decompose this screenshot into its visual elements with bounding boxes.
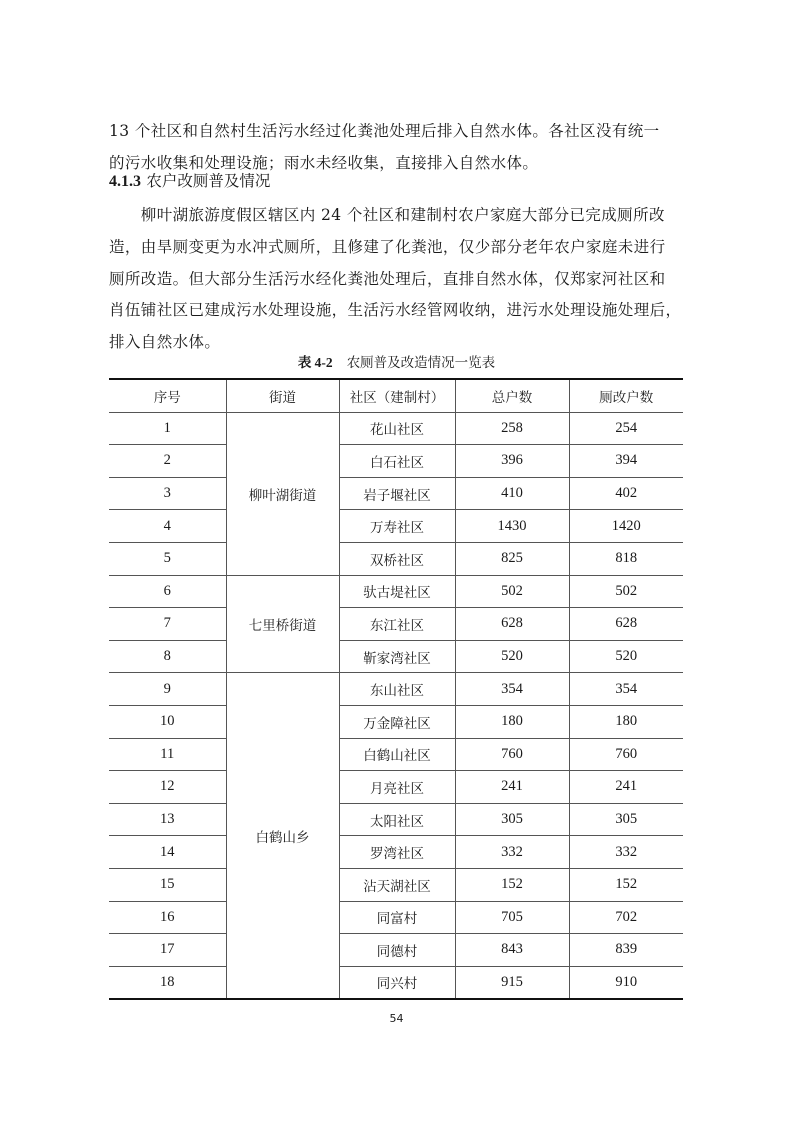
cell-community: 罗湾社区 [339, 836, 455, 869]
cell-renovated: 152 [569, 868, 683, 901]
cell-total: 705 [455, 901, 569, 934]
table-caption [109, 354, 684, 372]
cell-no: 10 [109, 705, 226, 738]
cell-total: 825 [455, 542, 569, 575]
cell-street: 白鹤山乡 [226, 673, 339, 999]
table-header-row [109, 379, 683, 412]
cell-street: 七里桥街道 [226, 575, 339, 673]
cell-no: 16 [109, 901, 226, 934]
cell-renovated: 354 [569, 673, 683, 706]
table-row [109, 575, 683, 608]
table-row [109, 738, 683, 771]
paragraph-line: 排入自然水体。 [109, 333, 221, 352]
header-community: 社区（建制村） [339, 379, 455, 412]
cell-total: 915 [455, 966, 569, 999]
cell-renovated: 839 [569, 934, 683, 967]
cell-no: 2 [109, 445, 226, 478]
cell-total: 241 [455, 771, 569, 804]
cell-no: 15 [109, 868, 226, 901]
cell-total: 410 [455, 477, 569, 510]
cell-community: 太阳社区 [339, 803, 455, 836]
cell-community: 东山社区 [339, 673, 455, 706]
cell-no: 12 [109, 771, 226, 804]
cell-no: 8 [109, 640, 226, 673]
paragraph-line: 造，由旱厕变更为水冲式厕所，且修建了化粪池，仅少部分老年农户家庭未进行 [109, 237, 666, 256]
cell-renovated: 520 [569, 640, 683, 673]
table-row [109, 771, 683, 804]
cell-community: 同富村 [339, 901, 455, 934]
table-row [109, 966, 683, 999]
paragraph-line: 肖伍铺社区已建成污水处理设施，生活污水经管网收纳，进污水处理设施处理后， [109, 301, 682, 320]
table-title: 农厕普及改造情况一览表 [346, 355, 496, 371]
table-row [109, 901, 683, 934]
cell-community: 月亮社区 [339, 771, 455, 804]
cell-renovated: 502 [569, 575, 683, 608]
table-row [109, 803, 683, 836]
cell-total: 305 [455, 803, 569, 836]
header-no: 序号 [109, 379, 226, 412]
cell-no: 13 [109, 803, 226, 836]
cell-renovated: 702 [569, 901, 683, 934]
table-row [109, 412, 683, 445]
table-row [109, 705, 683, 738]
table-row [109, 477, 683, 510]
cell-renovated: 760 [569, 738, 683, 771]
cell-renovated: 910 [569, 966, 683, 999]
paragraph-line: 厕所改造。但大部分生活污水经化粪池处理后，直排自然水体，仅郑家河社区和 [109, 269, 666, 288]
cell-community: 万寿社区 [339, 510, 455, 543]
cell-total: 1430 [455, 510, 569, 543]
header-street: 街道 [226, 379, 339, 412]
cell-total: 628 [455, 608, 569, 641]
cell-renovated: 818 [569, 542, 683, 575]
cell-renovated: 394 [569, 445, 683, 478]
section-number: 4.1.3 [109, 173, 141, 190]
section-title: 农户改厕普及情况 [146, 172, 271, 190]
cell-community: 靳家湾社区 [339, 640, 455, 673]
page-number: 54 [389, 1012, 404, 1025]
cell-community: 同兴村 [339, 966, 455, 999]
table-row [109, 673, 683, 706]
table-row [109, 934, 683, 967]
cell-renovated: 332 [569, 836, 683, 869]
cell-no: 6 [109, 575, 226, 608]
cell-no: 7 [109, 608, 226, 641]
cell-total: 180 [455, 705, 569, 738]
cell-no: 3 [109, 477, 226, 510]
cell-community: 白石社区 [339, 445, 455, 478]
table-row [109, 445, 683, 478]
cell-no: 4 [109, 510, 226, 543]
cell-community: 花山社区 [339, 412, 455, 445]
cell-community: 万金障社区 [339, 705, 455, 738]
cell-community: 驮古堤社区 [339, 575, 455, 608]
cell-no: 11 [109, 738, 226, 771]
cell-community: 沾天湖社区 [339, 868, 455, 901]
paragraph-line: 的污水收集和处理设施；雨水未经收集，直接排入自然水体。 [109, 153, 539, 172]
cell-renovated: 402 [569, 477, 683, 510]
table-row [109, 640, 683, 673]
cell-total: 396 [455, 445, 569, 478]
cell-total: 152 [455, 868, 569, 901]
table-row [109, 510, 683, 543]
table-row [109, 608, 683, 641]
table-number: 表 4-2 [297, 355, 333, 370]
cell-total: 354 [455, 673, 569, 706]
cell-street: 柳叶湖街道 [226, 412, 339, 575]
cell-total: 258 [455, 412, 569, 445]
cell-total: 843 [455, 934, 569, 967]
table-row [109, 836, 683, 869]
cell-no: 14 [109, 836, 226, 869]
cell-total: 502 [455, 575, 569, 608]
cell-community: 双桥社区 [339, 542, 455, 575]
header-total: 总户数 [455, 379, 569, 412]
cell-renovated: 241 [569, 771, 683, 804]
cell-community: 同德村 [339, 934, 455, 967]
cell-renovated: 1420 [569, 510, 683, 543]
cell-renovated: 254 [569, 412, 683, 445]
cell-no: 9 [109, 673, 226, 706]
paragraph-body [109, 200, 684, 359]
paragraph-line: 13 个社区和自然村生活污水经过化粪池处理后排入自然水体。各社区没有统一 [109, 122, 660, 140]
paragraph-line: 柳叶湖旅游度假区辖区内 24 个社区和建制村农户家庭大部分已完成厕所改 [109, 206, 665, 224]
cell-renovated: 305 [569, 803, 683, 836]
cell-community: 岩子堰社区 [339, 477, 455, 510]
cell-community: 白鹤山社区 [339, 738, 455, 771]
cell-no: 5 [109, 542, 226, 575]
table-row [109, 542, 683, 575]
cell-total: 760 [455, 738, 569, 771]
cell-no: 1 [109, 412, 226, 445]
cell-no: 17 [109, 934, 226, 967]
cell-total: 332 [455, 836, 569, 869]
cell-community: 东江社区 [339, 608, 455, 641]
section-heading [109, 170, 270, 193]
cell-renovated: 628 [569, 608, 683, 641]
cell-renovated: 180 [569, 705, 683, 738]
toilet-renovation-table [109, 378, 683, 1000]
table-row [109, 868, 683, 901]
cell-total: 520 [455, 640, 569, 673]
header-renovated: 厕改户数 [569, 379, 683, 412]
cell-no: 18 [109, 966, 226, 999]
